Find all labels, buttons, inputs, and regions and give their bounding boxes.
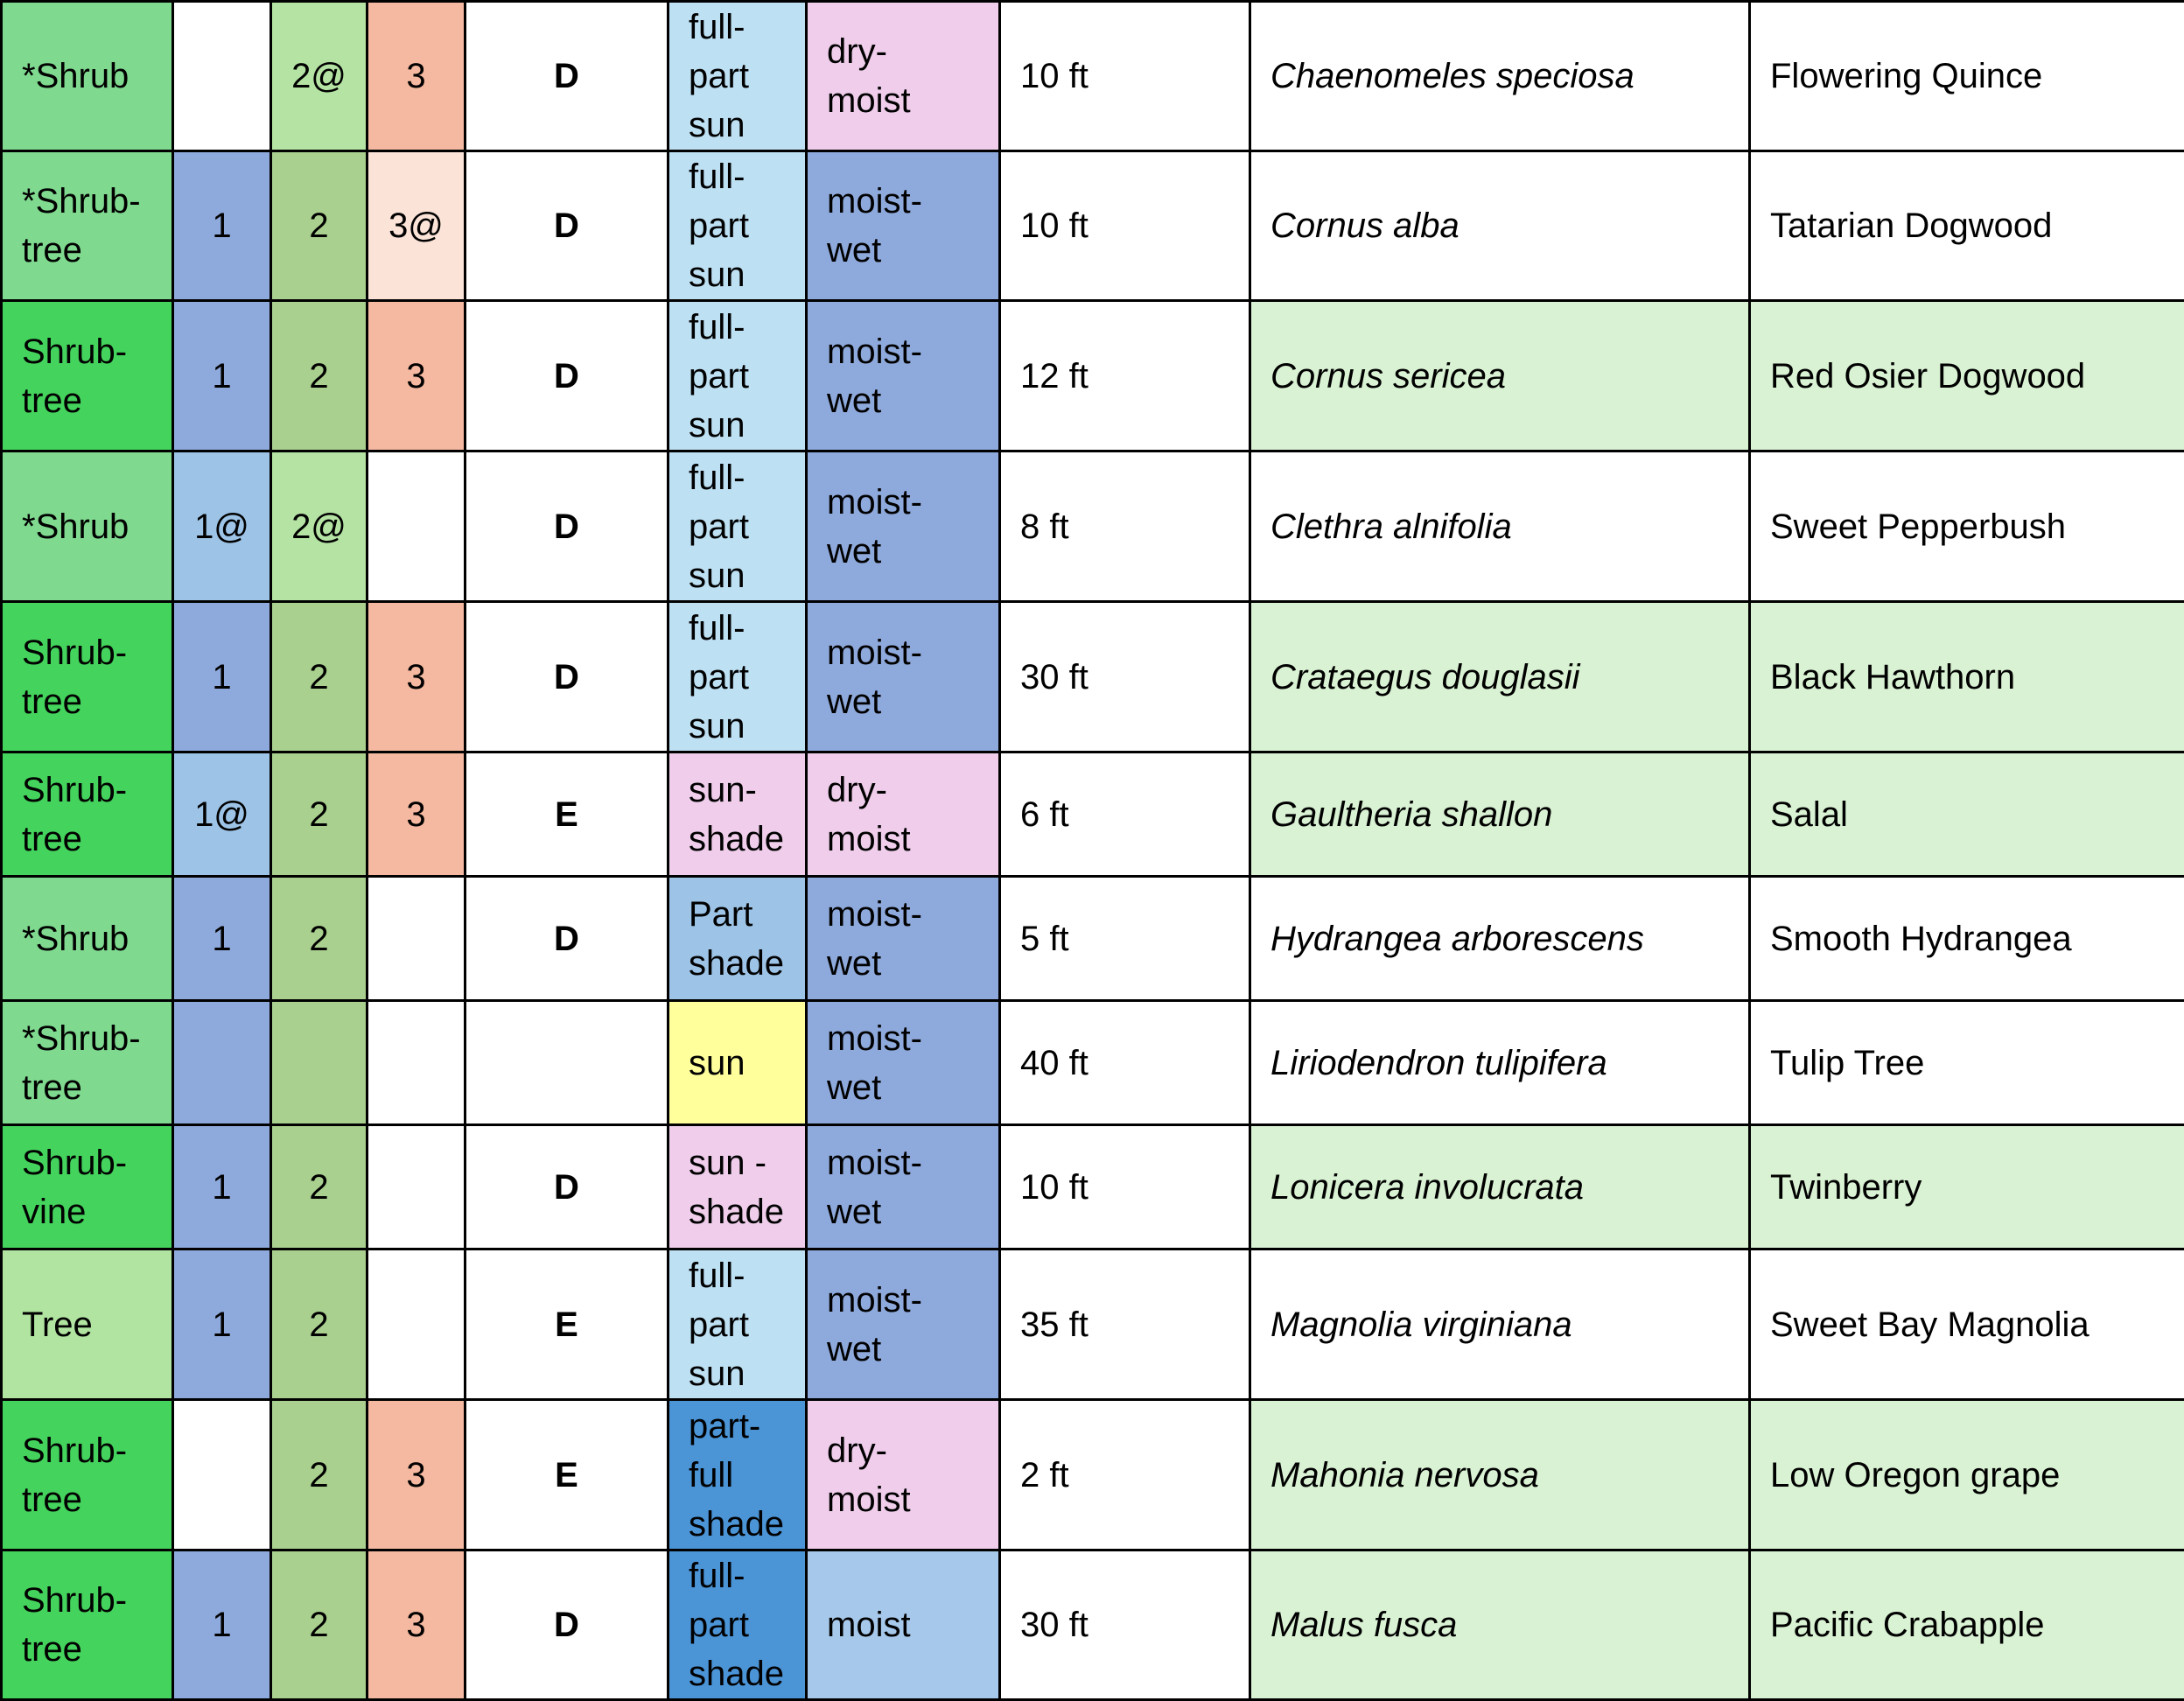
sun-exposure-cell: sun - shade — [668, 1125, 807, 1250]
moisture-cell: dry- moist — [807, 752, 1000, 877]
scientific-name-cell: Magnolia virginiana — [1250, 1250, 1750, 1400]
table-row — [2, 602, 2184, 752]
scientific-name-cell: Lonicera involucrata — [1250, 1125, 1750, 1250]
zone-2-cell: 2 — [271, 1550, 368, 1700]
zone-2-cell: 2 — [271, 752, 368, 877]
moisture-cell: moist- wet — [807, 151, 1000, 301]
height-cell: 8 ft — [1000, 452, 1250, 602]
leaf-type-cell: D — [466, 602, 668, 752]
zone-1-cell: 1 — [173, 1125, 271, 1250]
table-row — [2, 877, 2184, 1001]
table-row — [2, 1400, 2184, 1550]
height-cell: 30 ft — [1000, 602, 1250, 752]
common-name-cell: Flowering Quince — [1750, 2, 2184, 151]
moisture-cell: moist — [807, 1550, 1000, 1700]
moisture-cell: dry- moist — [807, 2, 1000, 151]
table-row — [2, 1550, 2184, 1700]
zone-1-cell: 1 — [173, 602, 271, 752]
scientific-name-cell: Clethra alnifolia — [1250, 452, 1750, 602]
zone-3-cell: 3 — [368, 752, 466, 877]
zone-1-cell: 1@ — [173, 752, 271, 877]
zone-2-cell: 2@ — [271, 452, 368, 602]
moisture-cell: dry- moist — [807, 1400, 1000, 1550]
zone-3-cell: 3 — [368, 2, 466, 151]
height-cell: 10 ft — [1000, 1125, 1250, 1250]
zone-2-cell: 2 — [271, 1400, 368, 1550]
zone-1-cell — [173, 2, 271, 151]
zone-1-cell — [173, 1001, 271, 1125]
scientific-name-cell: Crataegus douglasii — [1250, 602, 1750, 752]
sun-exposure-cell: full- part sun — [668, 151, 807, 301]
type-cell: Shrub- tree — [2, 602, 173, 752]
leaf-type-cell: D — [466, 452, 668, 602]
scientific-name-cell: Gaultheria shallon — [1250, 752, 1750, 877]
leaf-type-cell: E — [466, 1400, 668, 1550]
leaf-type-cell: D — [466, 2, 668, 151]
moisture-cell: moist- wet — [807, 877, 1000, 1001]
height-cell: 30 ft — [1000, 1550, 1250, 1700]
sun-exposure-cell: full- part shade — [668, 1550, 807, 1700]
zone-3-cell: 3@ — [368, 151, 466, 301]
height-cell: 2 ft — [1000, 1400, 1250, 1550]
height-cell: 40 ft — [1000, 1001, 1250, 1125]
zone-3-cell — [368, 877, 466, 1001]
table-row — [2, 301, 2184, 452]
common-name-cell: Twinberry — [1750, 1125, 2184, 1250]
zone-1-cell: 1 — [173, 877, 271, 1001]
common-name-cell: Smooth Hydrangea — [1750, 877, 2184, 1001]
moisture-cell: moist- wet — [807, 301, 1000, 452]
scientific-name-cell: Chaenomeles speciosa — [1250, 2, 1750, 151]
common-name-cell: Sweet Bay Magnolia — [1750, 1250, 2184, 1400]
type-cell: Shrub- tree — [2, 752, 173, 877]
zone-2-cell: 2 — [271, 1125, 368, 1250]
height-cell: 35 ft — [1000, 1250, 1250, 1400]
zone-1-cell: 1@ — [173, 452, 271, 602]
leaf-type-cell — [466, 1001, 668, 1125]
type-cell: Shrub- vine — [2, 1125, 173, 1250]
table-row — [2, 1250, 2184, 1400]
scientific-name-cell: Malus fusca — [1250, 1550, 1750, 1700]
common-name-cell: Tatarian Dogwood — [1750, 151, 2184, 301]
moisture-cell: moist- wet — [807, 602, 1000, 752]
sun-exposure-cell: full- part sun — [668, 1250, 807, 1400]
common-name-cell: Sweet Pepperbush — [1750, 452, 2184, 602]
sun-exposure-cell: sun — [668, 1001, 807, 1125]
leaf-type-cell: D — [466, 1125, 668, 1250]
table-row — [2, 452, 2184, 602]
table-row — [2, 752, 2184, 877]
zone-3-cell — [368, 1125, 466, 1250]
leaf-type-cell: E — [466, 752, 668, 877]
type-cell: Shrub- tree — [2, 1550, 173, 1700]
table-row — [2, 1125, 2184, 1250]
scientific-name-cell: Cornus alba — [1250, 151, 1750, 301]
scientific-name-cell: Hydrangea arborescens — [1250, 877, 1750, 1001]
zone-3-cell — [368, 452, 466, 602]
common-name-cell: Low Oregon grape — [1750, 1400, 2184, 1550]
common-name-cell: Salal — [1750, 752, 2184, 877]
zone-3-cell: 3 — [368, 1550, 466, 1700]
type-cell: *Shrub — [2, 452, 173, 602]
zone-1-cell — [173, 1400, 271, 1550]
zone-2-cell: 2 — [271, 151, 368, 301]
zone-3-cell: 3 — [368, 602, 466, 752]
type-cell: *Shrub — [2, 2, 173, 151]
type-cell: Shrub- tree — [2, 1400, 173, 1550]
height-cell: 10 ft — [1000, 2, 1250, 151]
zone-2-cell — [271, 1001, 368, 1125]
common-name-cell: Tulip Tree — [1750, 1001, 2184, 1125]
zone-2-cell: 2 — [271, 877, 368, 1001]
sun-exposure-cell: sun- shade — [668, 752, 807, 877]
sun-exposure-cell: part- full shade — [668, 1400, 807, 1550]
sun-exposure-cell: full- part sun — [668, 301, 807, 452]
scientific-name-cell: Liriodendron tulipifera — [1250, 1001, 1750, 1125]
leaf-type-cell: D — [466, 151, 668, 301]
zone-2-cell: 2 — [271, 1250, 368, 1400]
moisture-cell: moist- wet — [807, 1001, 1000, 1125]
zone-1-cell: 1 — [173, 301, 271, 452]
height-cell: 5 ft — [1000, 877, 1250, 1001]
zone-1-cell: 1 — [173, 151, 271, 301]
table-row — [2, 1001, 2184, 1125]
table-row — [2, 151, 2184, 301]
zone-3-cell — [368, 1250, 466, 1400]
moisture-cell: moist- wet — [807, 1125, 1000, 1250]
type-cell: *Shrub- tree — [2, 1001, 173, 1125]
scientific-name-cell: Mahonia nervosa — [1250, 1400, 1750, 1550]
leaf-type-cell: D — [466, 1550, 668, 1700]
common-name-cell: Pacific Crabapple — [1750, 1550, 2184, 1700]
height-cell: 10 ft — [1000, 151, 1250, 301]
type-cell: *Shrub- tree — [2, 151, 173, 301]
zone-2-cell: 2 — [271, 301, 368, 452]
sun-exposure-cell: full- part sun — [668, 452, 807, 602]
height-cell: 12 ft — [1000, 301, 1250, 452]
common-name-cell: Black Hawthorn — [1750, 602, 2184, 752]
zone-1-cell: 1 — [173, 1250, 271, 1400]
scientific-name-cell: Cornus sericea — [1250, 301, 1750, 452]
moisture-cell: moist- wet — [807, 452, 1000, 602]
zone-2-cell: 2@ — [271, 2, 368, 151]
zone-1-cell: 1 — [173, 1550, 271, 1700]
leaf-type-cell: D — [466, 877, 668, 1001]
type-cell: *Shrub — [2, 877, 173, 1001]
table-body — [2, 2, 2184, 1700]
leaf-type-cell: E — [466, 1250, 668, 1400]
zone-3-cell — [368, 1001, 466, 1125]
type-cell: Tree — [2, 1250, 173, 1400]
zone-3-cell: 3 — [368, 301, 466, 452]
zone-3-cell: 3 — [368, 1400, 466, 1550]
leaf-type-cell: D — [466, 301, 668, 452]
moisture-cell: moist- wet — [807, 1250, 1000, 1400]
height-cell: 6 ft — [1000, 752, 1250, 877]
sun-exposure-cell: Part shade — [668, 877, 807, 1001]
type-cell: Shrub- tree — [2, 301, 173, 452]
common-name-cell: Red Osier Dogwood — [1750, 301, 2184, 452]
sun-exposure-cell: full- part sun — [668, 2, 807, 151]
table-row — [2, 2, 2184, 151]
sun-exposure-cell: full- part sun — [668, 602, 807, 752]
zone-2-cell: 2 — [271, 602, 368, 752]
